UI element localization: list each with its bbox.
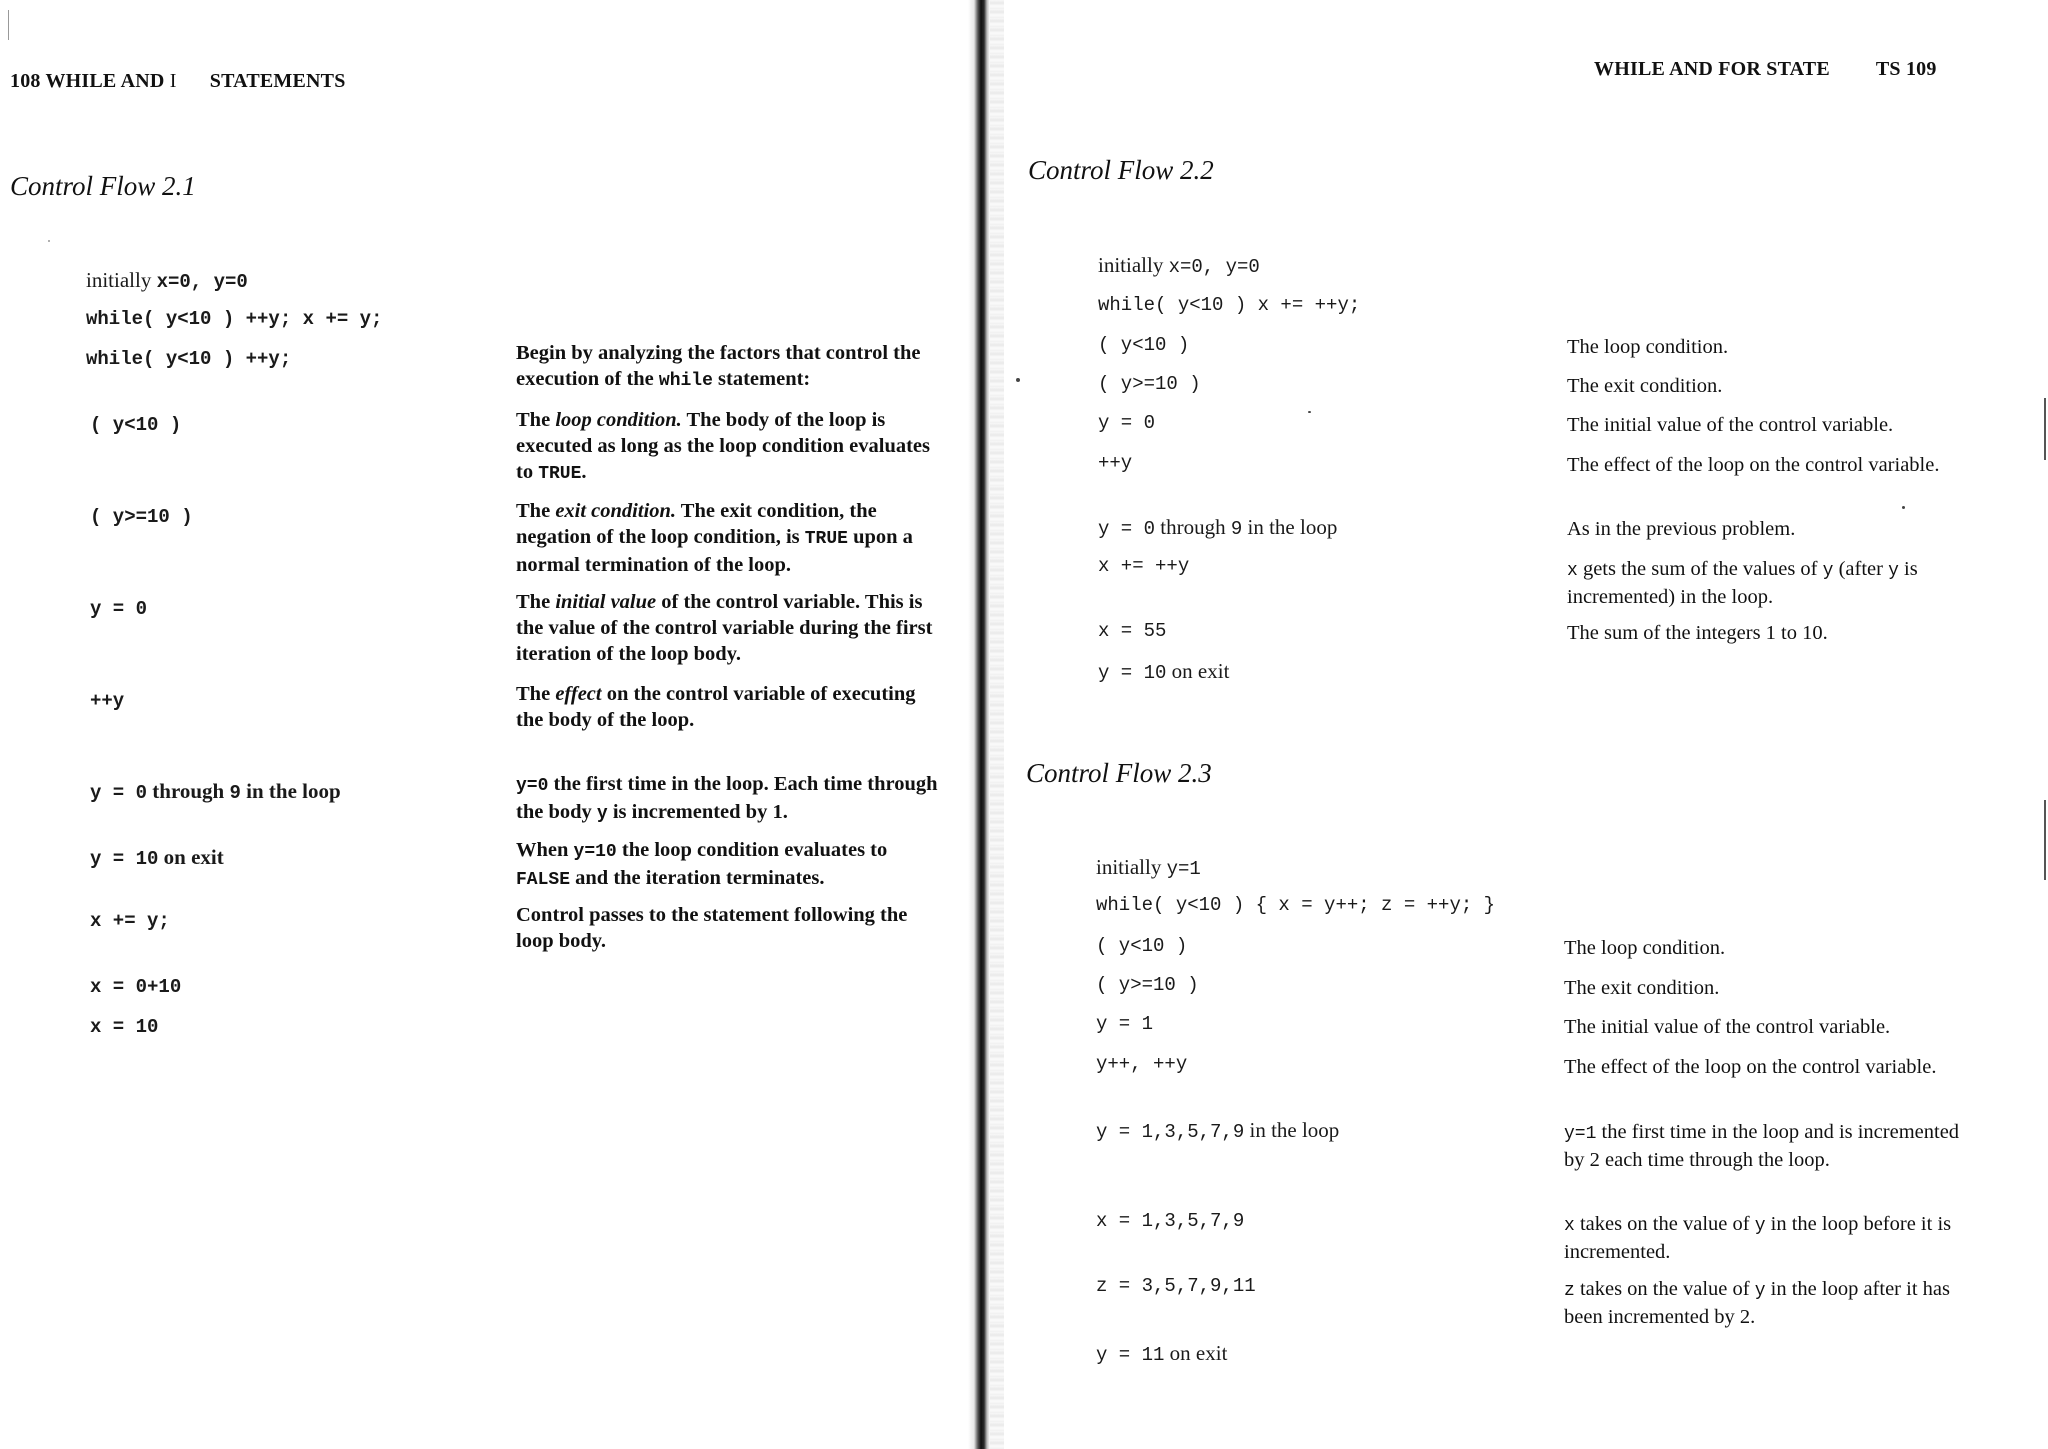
code-line: y = 0 through 9 in the loop xyxy=(90,779,341,804)
code-line: while( y<10 ) ++y; xyxy=(86,348,292,370)
description: The initial value of the control variable. xyxy=(1567,414,1894,436)
section-title: Control Flow 2.2 xyxy=(1028,155,1214,185)
description: The initial value of the control variable. This is the value of the control variable during the first iteration of the loop body. xyxy=(516,591,933,665)
description: Control passes to the statement following the loop body. xyxy=(516,904,908,952)
code-line: x = 10 xyxy=(90,1016,159,1038)
scan-speck xyxy=(1902,506,1905,509)
running-head-right xyxy=(1594,58,1937,81)
code-line: z = 3,5,7,9,11 xyxy=(1096,1275,1256,1297)
code-line: x += ++y xyxy=(1098,555,1190,577)
code-line: ( y<10 ) xyxy=(1098,334,1190,356)
code-line: initially x=0, y=0 xyxy=(86,268,248,293)
page-edge-mark xyxy=(2044,398,2046,460)
code-line: y = 0 xyxy=(90,598,148,620)
description: The sum of the integers 1 to 10. xyxy=(1567,622,1828,644)
code-line: ( y>=10 ) xyxy=(1098,373,1201,395)
page-edge-mark xyxy=(2044,800,2046,880)
code-line: y = 0 through 9 in the loop xyxy=(1098,515,1338,540)
code-line: ( y<10 ) xyxy=(1096,935,1188,957)
code-line: y = 11 on exit xyxy=(1096,1341,1228,1366)
right-page xyxy=(990,0,2048,1449)
code-line: y = 0 xyxy=(1098,412,1156,434)
code-line: initially x=0, y=0 xyxy=(1098,253,1260,278)
description: The effect of the loop on the control variable. xyxy=(1564,1056,1937,1078)
scan-speck xyxy=(48,240,50,242)
code-line: while( y<10 ) ++y; x += y; xyxy=(86,308,383,330)
code-line: y = 10 on exit xyxy=(90,845,224,870)
description: The exit condition. The exit condition, the negation of the loop condition, is TRUE upon a normal termination of the loop. xyxy=(516,500,913,576)
description: The effect of the loop on the control variable. xyxy=(1567,454,1940,476)
section-title: Control Flow 2.3 xyxy=(1026,758,1212,788)
code-line: ( y>=10 ) xyxy=(1096,974,1199,996)
code-line: y = 1,3,5,7,9 in the loop xyxy=(1096,1118,1340,1143)
scan-speck xyxy=(1308,411,1311,413)
code-line: while( y<10 ) { x = y++; z = ++y; } xyxy=(1096,894,1496,916)
description: y=0 the first time in the loop. Each time through the body y is incremented by 1. xyxy=(516,773,938,824)
code-line: x += y; xyxy=(90,910,170,932)
description: Begin by analyzing the factors that control the execution of the while statement: xyxy=(516,342,921,391)
description: The exit condition. xyxy=(1567,375,1723,397)
running-head-text: WHILE AND xyxy=(45,70,165,92)
code-line: x = 1,3,5,7,9 xyxy=(1096,1210,1245,1232)
description: As in the previous problem. xyxy=(1567,518,1796,540)
code-line: x = 55 xyxy=(1098,620,1167,642)
book-spine xyxy=(968,0,990,1449)
description: The initial value of the control variable. xyxy=(1564,1016,1891,1038)
description: When y=10 the loop condition evaluates to FALSE and the iteration terminates. xyxy=(516,839,888,890)
description: y=1 the first time in the loop and is incremented by 2 each time through the loop. xyxy=(1564,1121,1960,1171)
page-edge-mark xyxy=(8,10,9,40)
scan-speck xyxy=(1016,378,1020,382)
code-line: ( y<10 ) xyxy=(90,414,182,436)
running-head-text: STATEMENTS xyxy=(209,70,346,92)
code-line: while( y<10 ) x += ++y; xyxy=(1098,294,1361,316)
description: The loop condition. The body of the loop is executed as long as the loop condition evaluates to TRUE. xyxy=(516,409,930,484)
running-head-fragment: TS xyxy=(1875,58,1901,80)
description: x takes on the value of y in the loop before it is incremented. xyxy=(1564,1213,1952,1263)
running-head-left xyxy=(10,70,346,93)
description: z takes on the value of y in the loop after it has been incremented by 2. xyxy=(1564,1278,1950,1328)
running-head-text: WHILE AND FOR STATE xyxy=(1594,58,1830,80)
code-line: ++y xyxy=(90,690,125,712)
page-number: 108 xyxy=(10,70,41,92)
description: The exit condition. xyxy=(1564,977,1720,999)
code-line: y = 10 on exit xyxy=(1098,659,1230,684)
description: x gets the sum of the values of y (after y is incremented) in the loop. xyxy=(1567,558,1918,608)
code-line: x = 0+10 xyxy=(90,976,182,998)
code-line: ( y>=10 ) xyxy=(90,506,193,528)
section-title: Control Flow 2.1 xyxy=(10,171,196,201)
description: The loop condition. xyxy=(1567,336,1729,358)
running-head-fragment: I xyxy=(169,70,177,92)
left-page xyxy=(0,0,975,1449)
description: The effect on the control variable of executing the body of the loop. xyxy=(516,683,916,731)
page-number: 109 xyxy=(1905,58,1937,80)
code-line: ++y xyxy=(1098,452,1133,474)
code-line: y++, ++y xyxy=(1096,1053,1188,1075)
code-line: initially y=1 xyxy=(1096,855,1201,880)
description: The loop condition. xyxy=(1564,937,1726,959)
code-line: y = 1 xyxy=(1096,1013,1154,1035)
